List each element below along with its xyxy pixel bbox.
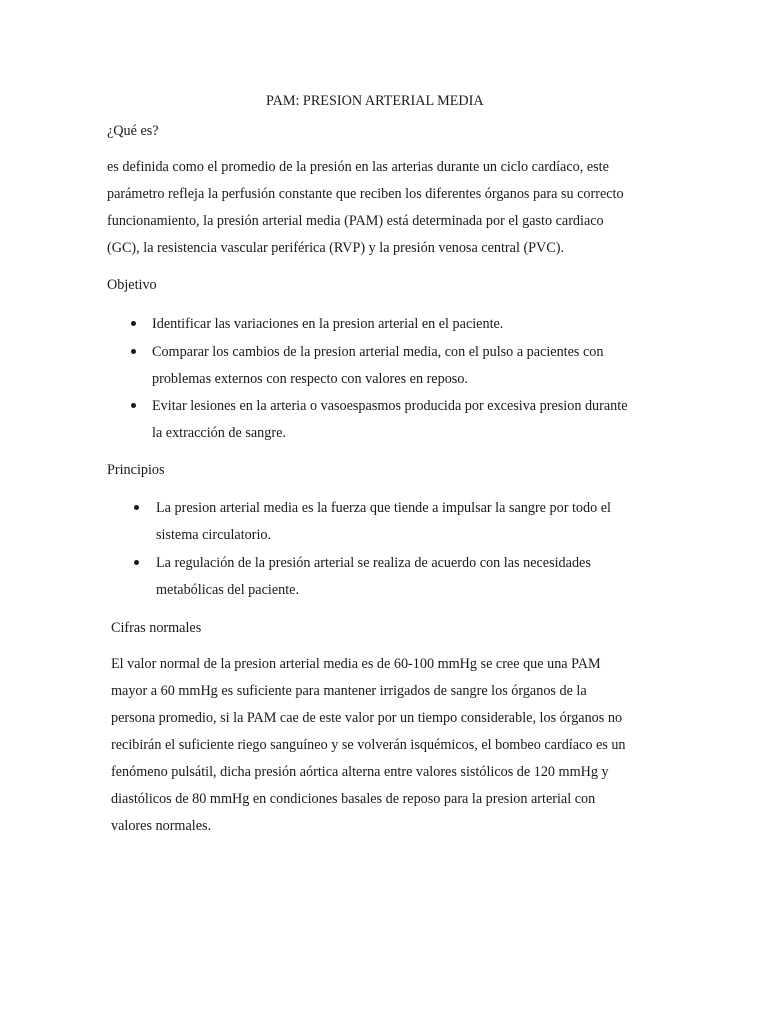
paragraph-line: recibirán el suficiente riego sanguíneo y se volverán isquémicos, el bombeo cardíaco es un xyxy=(111,737,626,753)
bullet-icon xyxy=(131,321,136,326)
list-item: Comparar los cambios de la presion arterial media, con el pulso a pacientes con xyxy=(152,344,604,360)
paragraph-line: funcionamiento, la presión arterial media (PAM) está determinada por el gasto cardiaco xyxy=(107,213,604,229)
heading-objetivo: Objetivo xyxy=(107,277,157,293)
heading-principios: Principios xyxy=(107,462,165,478)
bullet-icon xyxy=(131,403,136,408)
bullet-icon xyxy=(131,349,136,354)
paragraph-line: diastólicos de 80 mmHg en condiciones basales de reposo para la presion arterial con xyxy=(111,791,596,807)
document-title: PAM: PRESION ARTERIAL MEDIA xyxy=(266,93,484,109)
heading-cifras-normales: Cifras normales xyxy=(111,620,202,636)
paragraph-line: valores normales. xyxy=(111,818,212,834)
list-item-continuation: la extracción de sangre. xyxy=(152,425,286,441)
list-item: Evitar lesiones en la arteria o vasoespasmos producida por excesiva presion durante xyxy=(152,398,628,414)
paragraph-line: persona promedio, si la PAM cae de este valor por un tiempo considerable, los órganos no xyxy=(111,710,623,726)
heading-que-es: ¿Qué es? xyxy=(107,123,159,139)
list-item-continuation: problemas externos con respecto con valores en reposo. xyxy=(152,371,468,387)
paragraph-line: es definida como el promedio de la presión en las arterias durante un ciclo cardíaco, este xyxy=(107,159,609,175)
paragraph-line: parámetro refleja la perfusión constante que reciben los diferentes órganos para su correcto xyxy=(107,186,624,202)
list-item-continuation: metabólicas del paciente. xyxy=(156,582,299,598)
list-item-continuation: sistema circulatorio. xyxy=(156,527,272,543)
bullet-icon xyxy=(134,560,139,565)
bullet-icon xyxy=(134,505,139,510)
paragraph-line: (GC), la resistencia vascular periférica (RVP) y la presión venosa central (PVC). xyxy=(107,240,565,256)
paragraph-line: El valor normal de la presion arterial media es de 60-100 mmHg se cree que una PAM xyxy=(111,656,601,672)
list-item: La presion arterial media es la fuerza que tiende a impulsar la sangre por todo el xyxy=(156,500,611,516)
paragraph-line: mayor a 60 mmHg es suficiente para mantener irrigados de sangre los órganos de la xyxy=(111,683,587,699)
list-item: Identificar las variaciones en la presion arterial en el paciente. xyxy=(152,316,504,332)
paragraph-line: fenómeno pulsátil, dicha presión aórtica alterna entre valores sistólicos de 120 mmHg y xyxy=(111,764,609,780)
list-item: La regulación de la presión arterial se realiza de acuerdo con las necesidades xyxy=(156,555,591,571)
